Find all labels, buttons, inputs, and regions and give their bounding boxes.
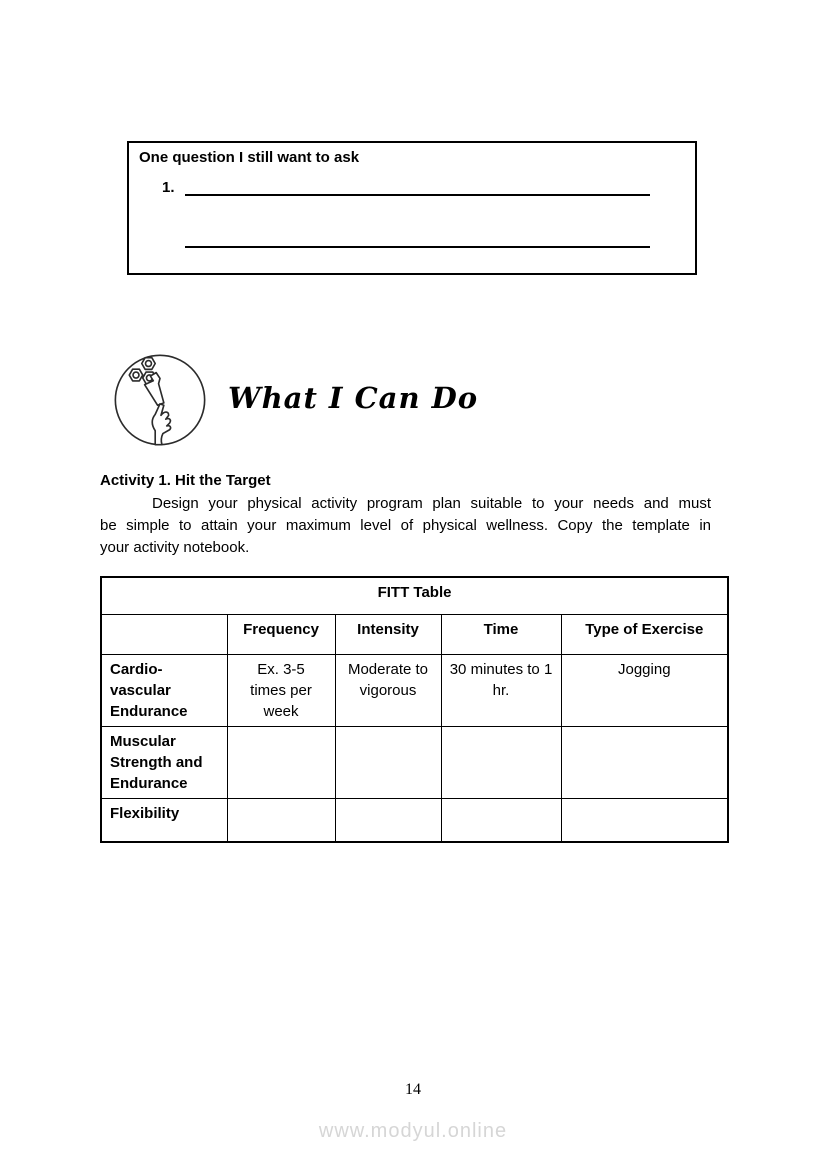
fitt-table-header-row [101,614,728,654]
table-row-flexibility [101,798,728,842]
column-header-frequency: Frequency [227,614,335,654]
table-cell [227,726,335,798]
hex-nut [142,358,155,370]
table-cell [561,726,728,798]
hand [152,404,170,445]
column-header-intensity: Intensity [335,614,441,654]
row-label: Cardio-vascular Endurance [110,660,188,720]
table-cell [335,798,441,842]
table-cell: Moderate to vigorous [335,654,441,726]
table-cell [335,726,441,798]
answer-blank-line [185,232,650,248]
table-cell: Jogging [561,654,728,726]
paragraph-line: your activity notebook. [100,539,250,556]
fitt-table-title: FITT Table [101,577,728,614]
paragraph-line: be simple to attain your maximum level of physical wellness. Copy the template in [100,517,711,534]
answer-blank-line [185,180,650,196]
fitt-table [100,576,729,843]
question-item-number: 1. [162,179,175,196]
row-label: Muscular Strength and Endurance [110,732,203,792]
column-header-time: Time [441,614,561,654]
table-cell [227,798,335,842]
table-cell [441,798,561,842]
section-heading: What I Can Do [228,381,479,415]
table-cell [441,726,561,798]
table-cell: 30 minutes to 1 hr. [441,654,561,726]
activity-paragraph [100,493,711,559]
question-box [127,141,697,275]
table-cell: Ex. 3-5 times per week [250,660,312,720]
column-header-type: Type of Exercise [561,614,728,654]
page-number: 14 [405,1081,421,1098]
question-box-title: One question I still want to ask [139,149,360,166]
hex-nut [129,369,142,381]
table-cell [561,798,728,842]
fitt-table-title-row [101,577,728,614]
hand-holding-wrench-icon [112,352,208,448]
table-row-cardiovascular [101,654,728,726]
row-label: Flexibility [110,804,180,822]
watermark: www.modyul.online [318,1120,508,1142]
table-row-muscular [101,726,728,798]
column-header [101,614,227,654]
paragraph-line: Design your physical activity program plan suitable to your needs and must [152,495,711,512]
activity-title: Activity 1. Hit the Target [100,472,271,489]
